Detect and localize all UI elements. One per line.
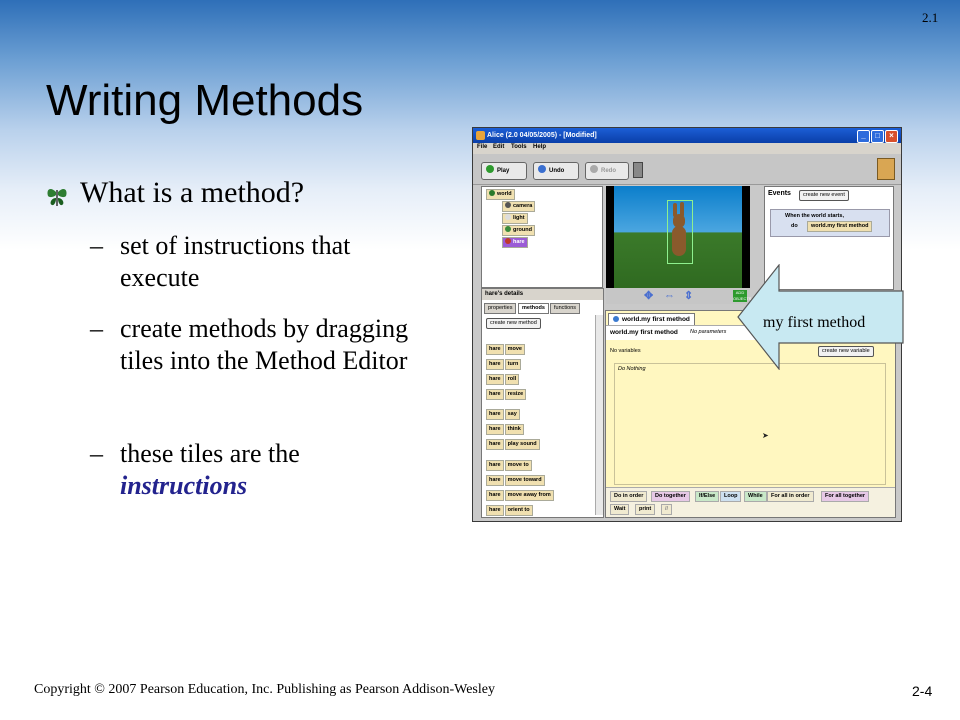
method-tile[interactable] xyxy=(486,344,525,353)
do-nothing-label: Do Nothing xyxy=(618,366,646,372)
method-name: think xyxy=(505,424,524,435)
undo-button[interactable] xyxy=(533,162,579,180)
dash: – xyxy=(90,231,103,260)
redo-label: Redo xyxy=(601,168,616,174)
method-object: hare xyxy=(486,344,504,355)
tile-while[interactable]: While xyxy=(744,491,767,502)
tile-do-in-order[interactable]: Do in order xyxy=(610,491,647,502)
method-name: move toward xyxy=(505,475,545,486)
details-scrollbar[interactable] xyxy=(595,315,603,515)
method-name: play sound xyxy=(505,439,540,450)
event-do-label: do xyxy=(791,223,798,229)
tile-loop[interactable]: Loop xyxy=(720,491,741,502)
code-area[interactable] xyxy=(614,363,886,485)
butterfly-bullet-icon xyxy=(46,186,68,208)
tile-for-all-together[interactable]: For all together xyxy=(821,491,869,502)
method-object: hare xyxy=(486,475,504,486)
redo-button[interactable] xyxy=(585,162,629,180)
copyright-footer: Copyright © 2007 Pearson Education, Inc. Publishing as Pearson Addison-Wesley xyxy=(34,682,495,697)
method-tile[interactable] xyxy=(486,359,521,368)
clipboard-icon[interactable] xyxy=(877,158,895,180)
method-name: resize xyxy=(505,389,527,400)
parameters-label: No parameters xyxy=(690,329,727,335)
tilt-arrows-icon[interactable]: ⇕ xyxy=(684,290,694,302)
tile-wait[interactable]: Wait xyxy=(610,504,629,515)
method-tile[interactable] xyxy=(486,424,524,433)
menu-edit[interactable]: Edit xyxy=(493,144,505,150)
minimize-icon[interactable]: _ xyxy=(857,130,870,143)
slide-title: Writing Methods xyxy=(46,76,364,125)
play-icon xyxy=(486,165,494,173)
method-name: move xyxy=(505,344,525,355)
tree-node-light[interactable] xyxy=(502,213,528,224)
create-new-event-button[interactable]: create new event xyxy=(799,190,849,201)
turn-arrows-icon[interactable]: ⇔ xyxy=(664,290,675,302)
method-object: hare xyxy=(486,374,504,385)
method-name-label: world.my first method xyxy=(610,329,678,336)
world-3d-view[interactable] xyxy=(614,186,742,288)
method-object: hare xyxy=(486,359,504,370)
event-method-tile[interactable]: world.my first method xyxy=(807,221,872,232)
callout-label: my first method xyxy=(763,314,866,331)
method-object: hare xyxy=(486,424,504,435)
method-tile[interactable] xyxy=(486,374,519,383)
tree-node-label: ground xyxy=(513,227,532,233)
maximize-icon[interactable]: □ xyxy=(871,130,884,143)
method-name: orient to xyxy=(505,505,533,516)
globe-icon xyxy=(489,190,495,196)
add-objects-button[interactable]: ADD OBJECTS xyxy=(733,290,752,301)
create-new-method-button[interactable]: create new method xyxy=(486,318,541,329)
method-object: hare xyxy=(486,409,504,420)
method-object: hare xyxy=(486,490,504,501)
dash: – xyxy=(90,314,103,343)
method-tile[interactable] xyxy=(486,505,533,514)
play-button[interactable] xyxy=(481,162,527,180)
menu-tools[interactable]: Tools xyxy=(511,144,527,150)
method-icon xyxy=(613,316,619,322)
slide-section-number: 2.1 xyxy=(922,10,939,25)
menu-file[interactable]: File xyxy=(477,144,488,150)
method-tile[interactable] xyxy=(486,490,554,499)
method-object: hare xyxy=(486,505,504,516)
tree-node-hare[interactable] xyxy=(502,237,528,248)
ground-icon xyxy=(505,226,511,232)
undo-label: Undo xyxy=(549,168,565,174)
method-name: move away from xyxy=(505,490,554,501)
editor-tab-label: world.my first method xyxy=(622,316,690,323)
method-name: move to xyxy=(505,460,532,471)
alice-app-icon xyxy=(476,131,485,140)
hare-body xyxy=(672,226,686,256)
method-object: hare xyxy=(486,460,504,471)
camera-icon xyxy=(505,202,511,208)
events-label: Events xyxy=(768,190,791,197)
tile-do-together[interactable]: Do together xyxy=(651,491,690,502)
event-when-label: When the world starts, xyxy=(785,213,844,219)
trash-icon[interactable] xyxy=(633,162,643,178)
camera-controls xyxy=(606,288,750,304)
hare-icon xyxy=(505,238,511,244)
tree-node-label: camera xyxy=(513,203,533,209)
tree-node-label: hare xyxy=(513,239,525,245)
tab-methods[interactable]: methods xyxy=(518,303,549,314)
details-panel xyxy=(481,288,604,518)
subbullet-text xyxy=(120,438,420,502)
tile-print[interactable]: print xyxy=(635,504,655,515)
close-icon[interactable]: × xyxy=(885,130,898,143)
menu-bar xyxy=(473,143,901,154)
method-object: hare xyxy=(486,389,504,400)
menu-help[interactable]: Help xyxy=(533,144,547,150)
dash: – xyxy=(90,439,103,468)
move-arrows-icon[interactable]: ✥ xyxy=(644,290,654,302)
tab-functions[interactable]: functions xyxy=(550,303,580,314)
control-tiles-bar xyxy=(606,487,895,518)
subbullet-text: set of instructions that execute xyxy=(120,231,351,292)
details-header: hare's details xyxy=(482,289,603,300)
method-tile[interactable] xyxy=(486,475,545,484)
tree-node-label: world xyxy=(497,191,512,197)
method-tile[interactable] xyxy=(486,460,532,469)
alice-title-bar xyxy=(473,128,901,143)
bulb-icon xyxy=(505,214,511,220)
redo-icon xyxy=(590,165,598,173)
tree-node-label: light xyxy=(513,215,525,221)
event-tile[interactable] xyxy=(770,209,890,237)
method-tile[interactable] xyxy=(486,439,540,448)
subbullet-text: create methods by dragging tiles into the Method Editor xyxy=(120,314,409,375)
toolbar xyxy=(473,154,901,185)
method-tile[interactable] xyxy=(486,409,520,418)
no-variables-label: No variables xyxy=(610,348,641,354)
tree-node-ground[interactable] xyxy=(502,225,535,236)
page-number: 2-4 xyxy=(912,683,933,699)
method-name: say xyxy=(505,409,520,420)
tile-comment[interactable]: // xyxy=(661,504,672,515)
method-name: turn xyxy=(505,359,522,370)
method-tile[interactable] xyxy=(486,389,526,398)
method-name: roll xyxy=(505,374,520,385)
play-label: Play xyxy=(497,168,510,174)
tab-properties[interactable]: properties xyxy=(484,303,516,314)
tile-for-all-in-order[interactable]: For all in order xyxy=(767,491,814,502)
tree-node-world[interactable] xyxy=(486,189,515,200)
subbullet-text-prefix: these tiles are the xyxy=(120,439,300,468)
object-tree xyxy=(481,186,603,288)
tree-node-camera[interactable] xyxy=(502,201,535,212)
create-new-variable-button[interactable]: create new variable xyxy=(818,346,874,357)
method-object: hare xyxy=(486,439,504,450)
emphasis-instructions: instructions xyxy=(120,471,248,500)
tile-if-else[interactable]: If/Else xyxy=(695,491,719,502)
window-title: Alice (2.0 04/05/2005) - [Modified] xyxy=(487,132,597,139)
scene-view xyxy=(606,186,750,288)
bullet-what-is-method: What is a method? xyxy=(80,176,305,209)
undo-icon xyxy=(538,165,546,173)
mouse-pointer-icon: ➤ xyxy=(762,431,769,440)
